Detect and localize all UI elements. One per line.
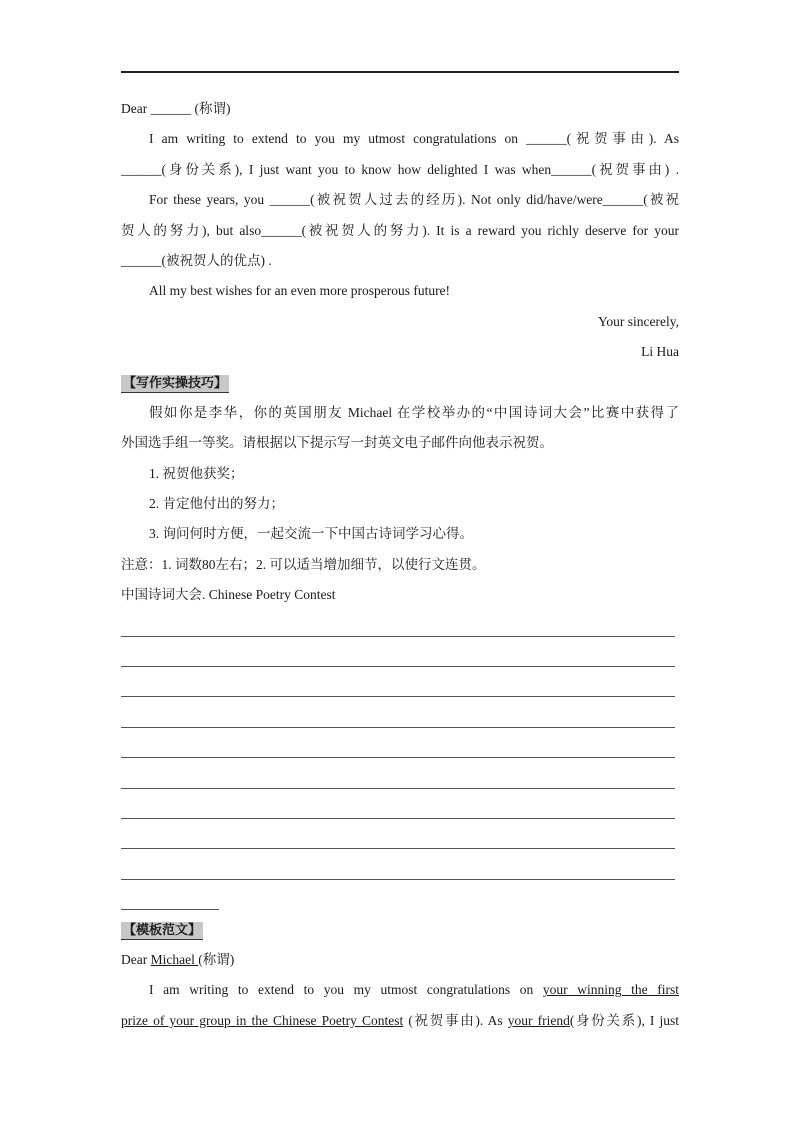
sample-dear: Dear — [121, 951, 151, 967]
answer-line[interactable] — [121, 673, 679, 703]
document-page — [121, 96, 679, 1038]
sample-line-2-fill2: your friend — [507, 1012, 570, 1028]
template-salutation: Dear ______ (称谓) — [121, 101, 231, 116]
sample-line-1-text: I am writing to extend to you my utmost congratulations on — [149, 982, 543, 998]
task-vocab: 中国诗词大会. Chinese Poetry Contest — [121, 587, 336, 603]
task-heading-row — [121, 370, 679, 400]
task-note: 注意：1. 词数80左右；2. 可以适当增加细节，以使行文连贯。 — [121, 556, 486, 572]
task-paragraph-1: 假如你是李华，你的英国朋友 Michael 在学校举办的“中国诗词大会”比赛中获得了 — [149, 404, 679, 420]
sample-heading-row — [121, 917, 679, 947]
answer-line[interactable] — [121, 795, 679, 825]
answer-line[interactable] — [121, 734, 679, 764]
sample-line-1 — [121, 977, 679, 1007]
answer-line[interactable] — [121, 704, 679, 734]
task-heading: 【写作实操技巧】 — [123, 375, 228, 391]
task-item-1: 1. 祝贺他获奖； — [149, 465, 244, 481]
template-line-5: ______(被祝贺人的优点) . — [121, 252, 272, 268]
template-line-1: I am writing to extend to you my utmost congratulations on ______(祝贺事由). As — [149, 131, 679, 147]
task-item-2: 2. 肯定他付出的努力； — [149, 496, 284, 512]
task-paragraph-2: 外国选手组一等奖。请根据以下提示写一封英文电子邮件向他表示祝贺。 — [121, 435, 553, 451]
sample-line-2-fill: prize of your group in the Chinese Poetry Contest — [121, 1012, 404, 1028]
task-item-3: 3. 询问何时方便，一起交流一下中国古诗词学习心得。 — [149, 526, 473, 542]
sample-dear-note: (称谓) — [198, 951, 235, 967]
sample-line-2-end: (身份关系), I just — [569, 1012, 679, 1028]
sample-dear-name: Michael — [150, 951, 199, 967]
top-rule — [121, 71, 679, 73]
answer-line[interactable] — [121, 765, 679, 795]
sample-line-2 — [121, 1008, 679, 1038]
template-line-4: 贺人的努力), but also______(被祝贺人的努力). It is a reward you richly deserve for your — [121, 222, 679, 238]
sample-salutation — [121, 947, 679, 977]
answer-line[interactable] — [121, 613, 679, 643]
answer-line[interactable] — [121, 643, 679, 673]
sample-line-1-fill: your winning the first — [542, 982, 679, 998]
sample-line-2-mid: (祝贺事由). As — [403, 1012, 508, 1028]
template-wishes: All my best wishes for an even more prosperous future! — [149, 283, 451, 299]
template-closing: Your sincerely, — [598, 313, 679, 329]
answer-line[interactable] — [121, 825, 679, 855]
answer-line-last[interactable] — [121, 886, 679, 916]
template-line-3: For these years, you ______(被祝贺人过去的经历). Not only did/have/were______(被祝 — [149, 192, 679, 208]
sample-heading: 【模板范文】 — [123, 922, 202, 938]
answer-line[interactable] — [121, 856, 679, 886]
template-line-2: ______(身份关系), I just want you to know how delighted I was when______(祝贺事由) . — [121, 161, 679, 177]
template-signature: Li Hua — [641, 344, 679, 360]
